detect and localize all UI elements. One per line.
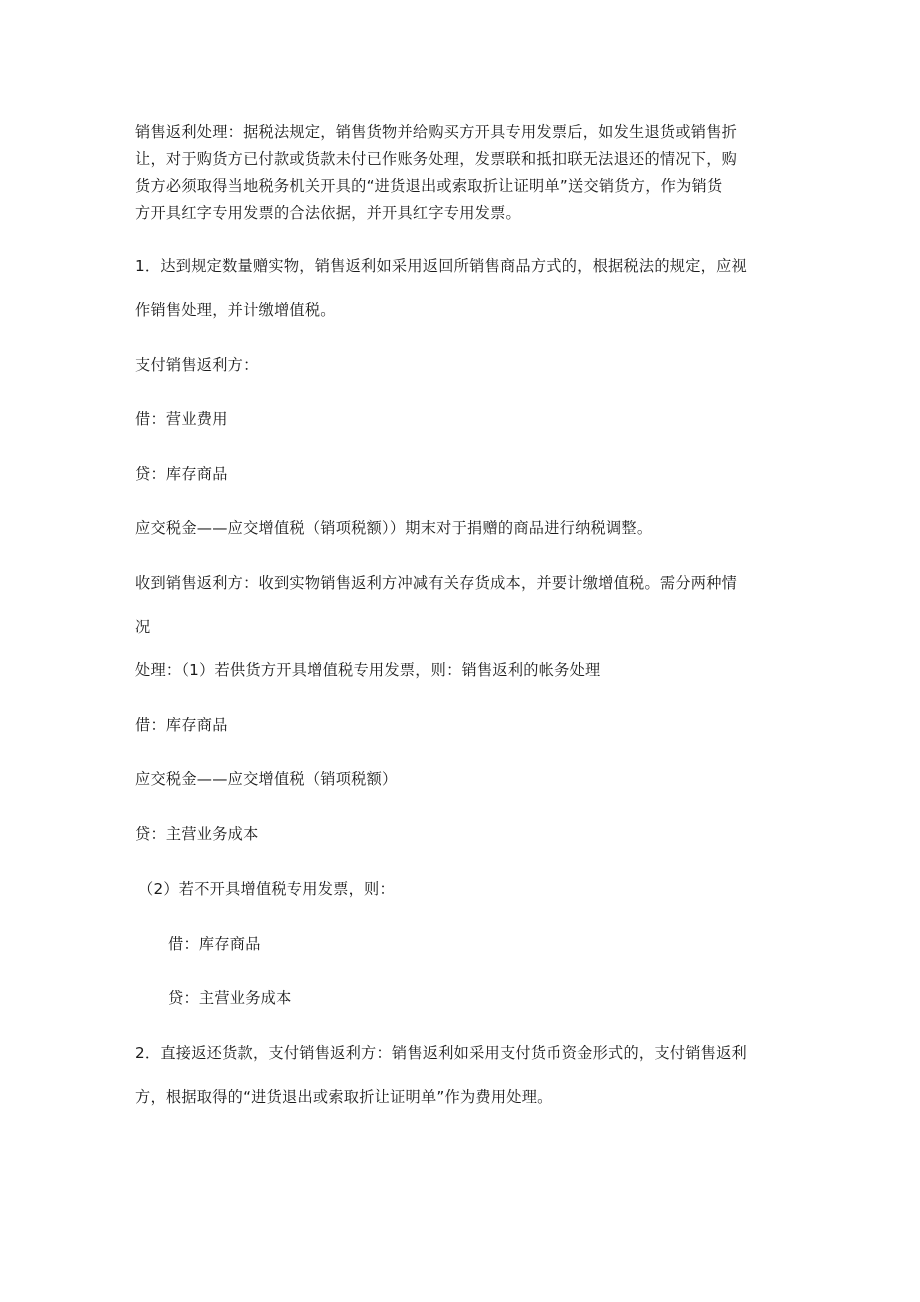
pay-credit-entry: 贷：库存商品 <box>135 465 228 483</box>
intro-paragraph-line: 方开具红字专用发票的合法依据，并开具红字专用发票。 <box>135 204 521 222</box>
case-1-label: 处理：（1）若供货方开具增值税专用发票，则：销售返利的帐务处理 <box>135 661 601 679</box>
intro-paragraph-line: 销售返利处理：据税法规定，销售货物并给购买方开具专用发票后，如发生退货或销售折 <box>135 123 738 141</box>
case-2-debit-entry: 借：库存商品 <box>168 935 261 953</box>
item-1-line: 作销售处理，并计缴增值税。 <box>135 301 336 319</box>
pay-rebate-label: 支付销售返利方： <box>135 356 259 374</box>
intro-paragraph-line: 货方必须取得当地税务机关开具的“进货退出或索取折让证明单”送交销货方，作为销货 <box>135 177 723 195</box>
pay-debit-entry: 借：营业费用 <box>135 410 228 428</box>
item-1-line: 1．达到规定数量赠实物，销售返利如采用返回所销售商品方式的，根据税法的规定，应视 <box>135 257 747 275</box>
pay-tax-entry: 应交税金——应交增值税（销项税额））期末对于捐赠的商品进行纳税调整。 <box>135 519 653 537</box>
case-1-tax-entry: 应交税金——应交增值税（销项税额） <box>135 770 398 788</box>
receive-rebate-line: 收到销售返利方：收到实物销售返利方冲减有关存货成本，并要计缴增值税。需分两种情 <box>135 574 738 592</box>
case-1-credit-entry: 贷：主营业务成本 <box>135 825 259 843</box>
item-2-line: 方，根据取得的“进货退出或索取折让证明单”作为费用处理。 <box>135 1088 553 1106</box>
case-2-label: （2）若不开具增值税专用发票，则： <box>138 880 395 898</box>
receive-rebate-line: 况 <box>135 618 151 636</box>
intro-paragraph-line: 让，对于购货方已付款或货款未付已作账务处理，发票联和抵扣联无法退还的情况下，购 <box>135 150 738 168</box>
item-2-line: 2．直接返还货款，支付销售返利方：销售返利如采用支付货币资金形式的，支付销售返利 <box>135 1044 747 1062</box>
case-1-debit-entry: 借：库存商品 <box>135 716 228 734</box>
case-2-credit-entry: 贷：主营业务成本 <box>168 989 292 1007</box>
